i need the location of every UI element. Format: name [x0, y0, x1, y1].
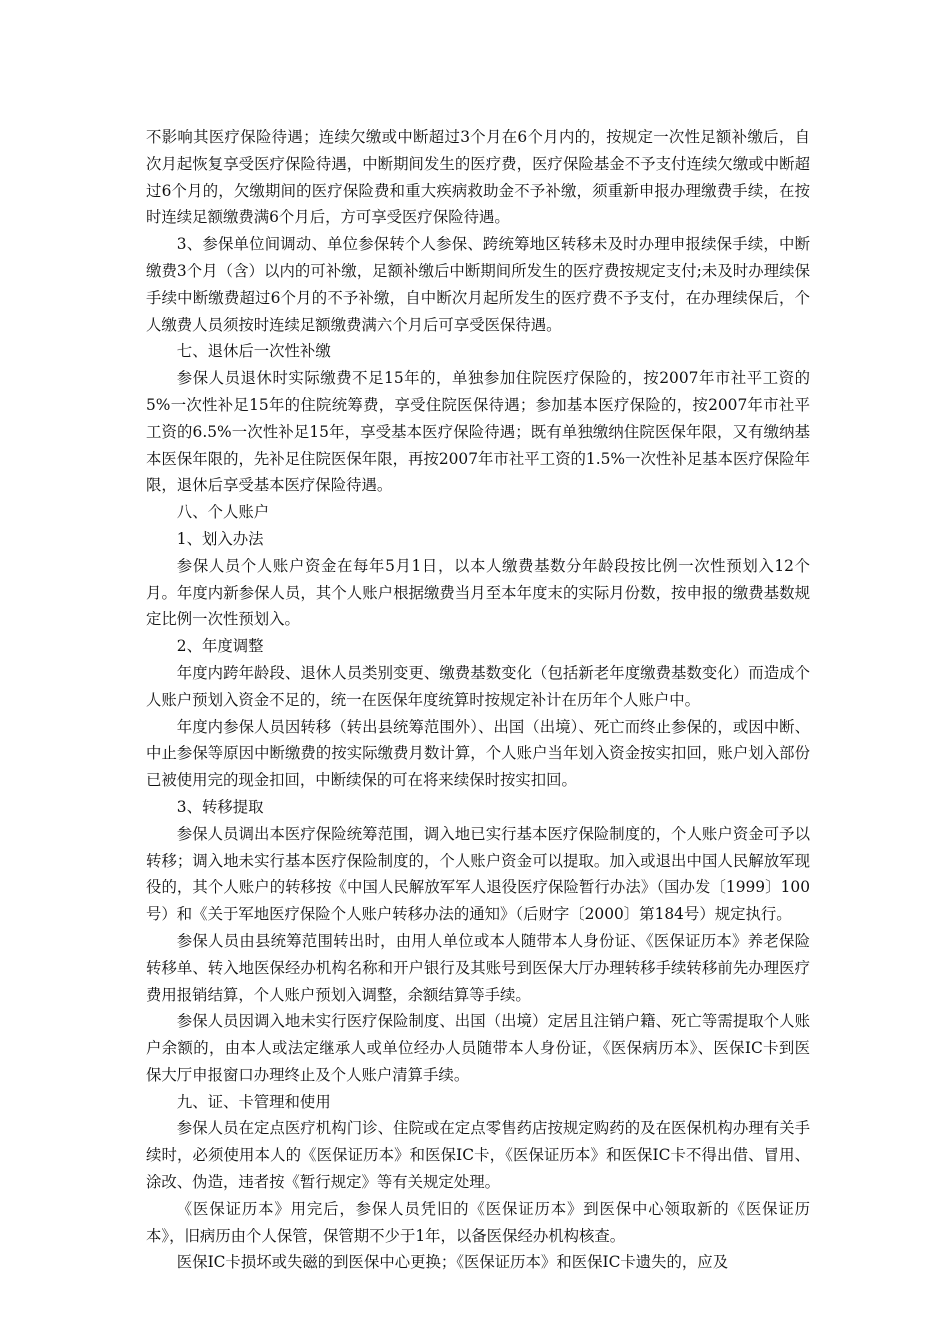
section-heading-9: 九、证、卡管理和使用 — [176, 1092, 331, 1111]
paragraph-card-usage-1: 参保人员在定点医疗机构门诊、住院或在定点零售药店按规定购药的及在医保机构办理有关手续时，必须使用本人的《医保证历本》和医保IC卡，《医保证历本》和医保IC卡不得出借、冒用、涂改、伪造，违者按《暂行规定》等有关规定处理。 — [146, 1119, 810, 1192]
paragraph-transfer-2: 参保人员由县统筹范围转出时，由用人单位或本人随带本人身份证、《医保证历本》养老保险转移单、转入地医保经办机构名称和开户银行及其账号到医保大厅办理转移手续转移前先办理医疗费用报销结算，个人账户预划入调整，余额结算等手续。 — [146, 931, 810, 1004]
subheading-allocation: 1、划入办法 — [176, 529, 264, 548]
paragraph-adjustment-2: 年度内参保人员因转移（转出县统筹范围外）、出国（出境）、死亡而终止参保的，或因中断、中止参保等原因中断缴费的按实际缴费月数计算，个人账户当年划入资金按实扣回，账户划入部份已被使用完的现金扣回，中断续保的可在将来续保时按实扣回。 — [146, 717, 810, 790]
paragraph-allocation: 参保人员个人账户资金在每年5月1日，以本人缴费基数分年龄段按比例一次性预划入12个月。年度内新参保人员，其个人账户根据缴费当月至本年度末的实际月份数，按申报的缴费基数规定比例一次性预划入。 — [146, 556, 810, 629]
paragraph-adjustment-1: 年度内跨年龄段、退休人员类别变更、缴费基数变化（包括新老年度缴费基数变化）而造成个人账户预划入资金不足的，统一在医保年度统算时按规定补计在历年个人账户中。 — [146, 663, 810, 709]
paragraph-item-3: 3、参保单位间调动、单位参保转个人参保、跨统筹地区转移未及时办理申报续保手续，中断缴费3个月（含）以内的可补缴，足额补缴后中断期间所发生的医疗费按规定支付;未及时办理续保手续中断缴费超过6个月的不予补缴，自中断次月起所发生的医疗费不予支付，在办理续保后，个人缴费人员须按时连续足额缴费满六个月后可享受医保待遇。 — [146, 235, 810, 334]
section-heading-8: 八、个人账户 — [176, 503, 270, 522]
subheading-annual-adjustment: 2、年度调整 — [176, 637, 264, 656]
subheading-transfer: 3、转移提取 — [176, 797, 264, 816]
paragraph-card-usage-2: 《医保证历本》用完后，参保人员凭旧的《医保证历本》到医保中心领取新的《医保证历本》，旧病历由个人保管，保管期不少于1年，以备医保经办机构核查。 — [146, 1199, 810, 1245]
section-heading-7: 七、退休后一次性补缴 — [176, 342, 331, 361]
paragraph-retirement: 参保人员退休时实际缴费不足15年的，单独参加住院医疗保险的，按2007年市社平工资的5%一次性补足15年的住院统筹费，享受住院医保待遇；参加基本医疗保险的，按2007年市社平工资的6.5%一次性补足15年，享受基本医疗保险待遇；既有单独缴纳住院医保年限，又有缴纳基本医保年限的，先补足住院医保年限，再按2007年市社平工资的1.5%一次性补足基本医疗保险年限，退休后享受基本医疗保险待遇。 — [146, 369, 810, 495]
paragraph-continuation: 不影响其医疗保险待遇；连续欠缴或中断超过3个月在6个月内的，按规定一次性足额补缴后，自次月起恢复享受医疗保险待遇，中断期间发生的医疗费，医疗保险基金不予支付连续欠缴或中断超过6个月的，欠缴期间的医疗保险费和重大疾病救助金不予补缴，须重新申报办理缴费手续，在按时连续足额缴费满6个月后，方可享受医疗保险待遇。 — [146, 128, 810, 227]
paragraph-card-usage-3: 医保IC卡损坏或失磁的到医保中心更换；《医保证历本》和医保IC卡遗失的，应及 — [176, 1253, 729, 1272]
document-page — [146, 124, 810, 1276]
paragraph-transfer-1: 参保人员调出本医疗保险统筹范围，调入地已实行基本医疗保险制度的，个人账户资金可予以转移；调入地未实行基本医疗保险制度的，个人账户资金可以提取。加入或退出中国人民解放军现役的，其个人账户的转移按《中国人民解放军军人退役医疗保险暂行办法》（国办发〔1999〕100号）和《关于军地医疗保险个人账户转移办法的通知》（后财字〔2000〕第184号）规定执行。 — [146, 824, 810, 924]
paragraph-transfer-3: 参保人员因调入地未实行医疗保险制度、出国（出境）定居且注销户籍、死亡等需提取个人账户余额的，由本人或法定继承人或单位经办人员随带本人身份证，《医保病历本》、医保IC卡到医保大厅申报窗口办理终止及个人账户清算手续。 — [146, 1012, 810, 1084]
